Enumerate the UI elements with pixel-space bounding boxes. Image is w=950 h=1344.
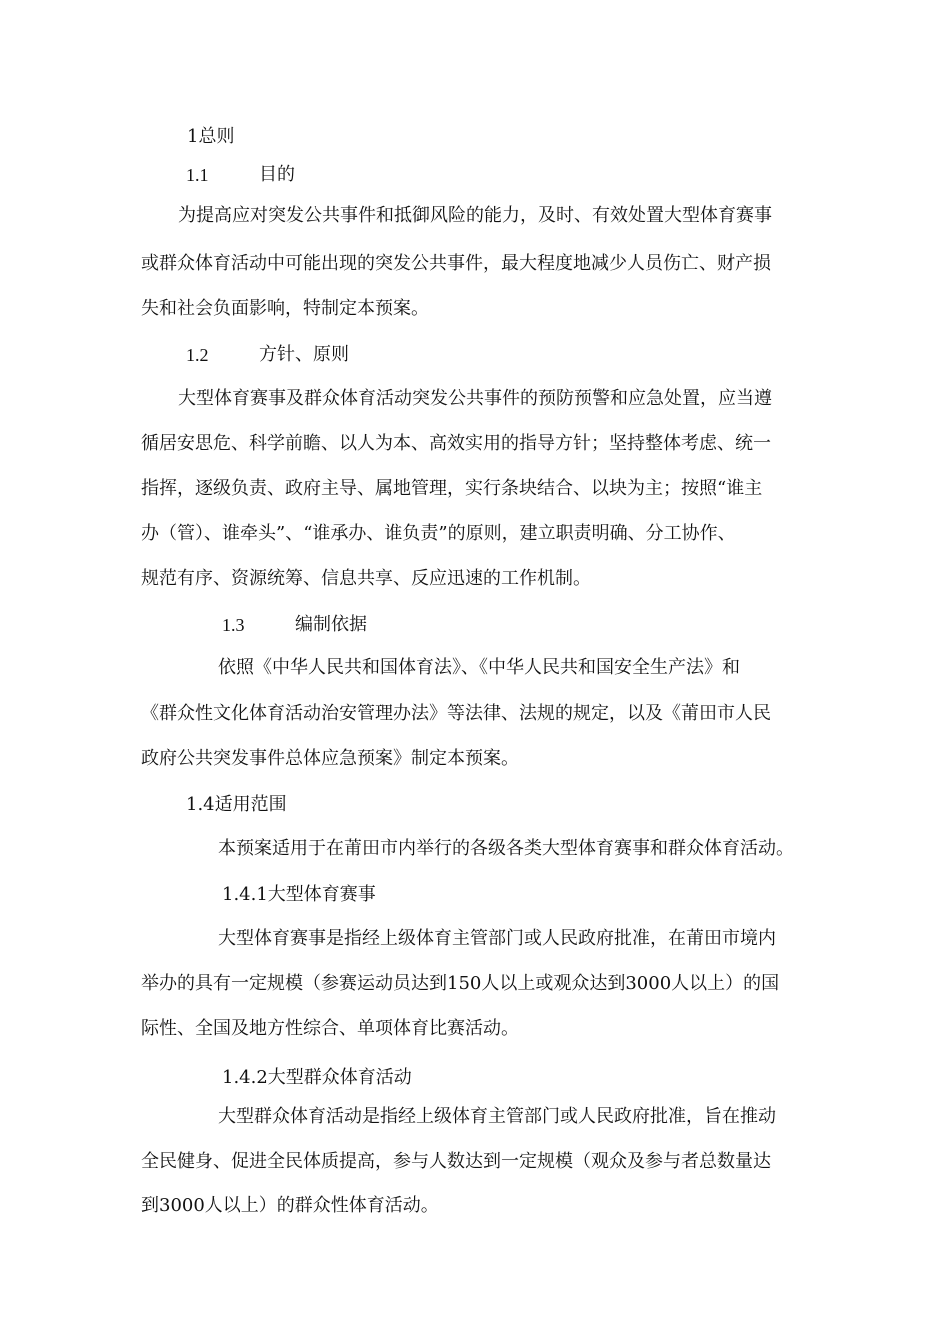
paragraph-line: 依照《中华人民共和国体育法》、《中华人民共和国安全生产法》和 bbox=[218, 657, 740, 678]
paragraph-line: 规范有序、资源统筹、信息共享、反应迅速的工作机制。 bbox=[141, 568, 591, 589]
paragraph-line: 《群众性文化体育活动治安管理办法》等法律、法规的规定，以及《莆田市人民 bbox=[141, 703, 771, 724]
paragraph-line: 办（管）、谁牵头”、“谁承办、谁负责”的原则，建立职责明确、分工协作、 bbox=[141, 523, 736, 544]
section-1-1-number: 1.1 bbox=[186, 165, 209, 185]
section-1-heading: 1总则 bbox=[187, 126, 235, 147]
paragraph-line: 为提高应对突发公共事件和抵御风险的能力，及时、有效处置大型体育赛事 bbox=[178, 205, 772, 226]
section-1-4-heading: 1.4适用范围 bbox=[186, 794, 287, 815]
section-1-2-title: 方针、原则 bbox=[259, 344, 349, 365]
section-1-4-2-heading: 1.4.2大型群众体育活动 bbox=[222, 1067, 412, 1088]
paragraph-line: 全民健身、促进全民体质提高，参与人数达到一定规模（观众及参与者总数量达 bbox=[141, 1151, 771, 1172]
section-1-2-number: 1.2 bbox=[186, 345, 209, 365]
paragraph-line: 大型群众体育活动是指经上级体育主管部门或人民政府批准，旨在推动 bbox=[218, 1106, 776, 1127]
section-1-3-title: 编制依据 bbox=[295, 614, 367, 635]
paragraph-line: 指挥，逐级负责、政府主导、属地管理，实行条块结合、以块为主；按照“谁主 bbox=[141, 478, 763, 499]
paragraph-line: 本预案适用于在莆田市内举行的各级各类大型体育赛事和群众体育活动。 bbox=[218, 838, 794, 859]
paragraph-line: 大型体育赛事是指经上级体育主管部门或人民政府批准，在莆田市境内 bbox=[218, 928, 776, 949]
paragraph-line: 际性、全国及地方性综合、单项体育比赛活动。 bbox=[141, 1018, 519, 1039]
section-1-1-title: 目的 bbox=[259, 164, 295, 185]
paragraph-line: 循居安思危、科学前瞻、以人为本、高效实用的指导方针；坚持整体考虑、统一 bbox=[141, 433, 771, 454]
paragraph-line: 失和社会负面影响，特制定本预案。 bbox=[141, 298, 429, 319]
section-1-3-number: 1.3 bbox=[222, 615, 245, 635]
paragraph-line: 政府公共突发事件总体应急预案》制定本预案。 bbox=[141, 748, 519, 769]
paragraph-line: 举办的具有一定规模（参赛运动员达到150人以上或观众达到3000人以上）的国 bbox=[141, 973, 780, 994]
paragraph-line: 到3000人以上）的群众性体育活动。 bbox=[141, 1195, 439, 1216]
section-1-4-1-heading: 1.4.1大型体育赛事 bbox=[222, 884, 376, 905]
paragraph-line: 或群众体育活动中可能出现的突发公共事件，最大程度地减少人员伤亡、财产损 bbox=[141, 253, 771, 274]
paragraph-line: 大型体育赛事及群众体育活动突发公共事件的预防预警和应急处置，应当遵 bbox=[178, 388, 772, 409]
